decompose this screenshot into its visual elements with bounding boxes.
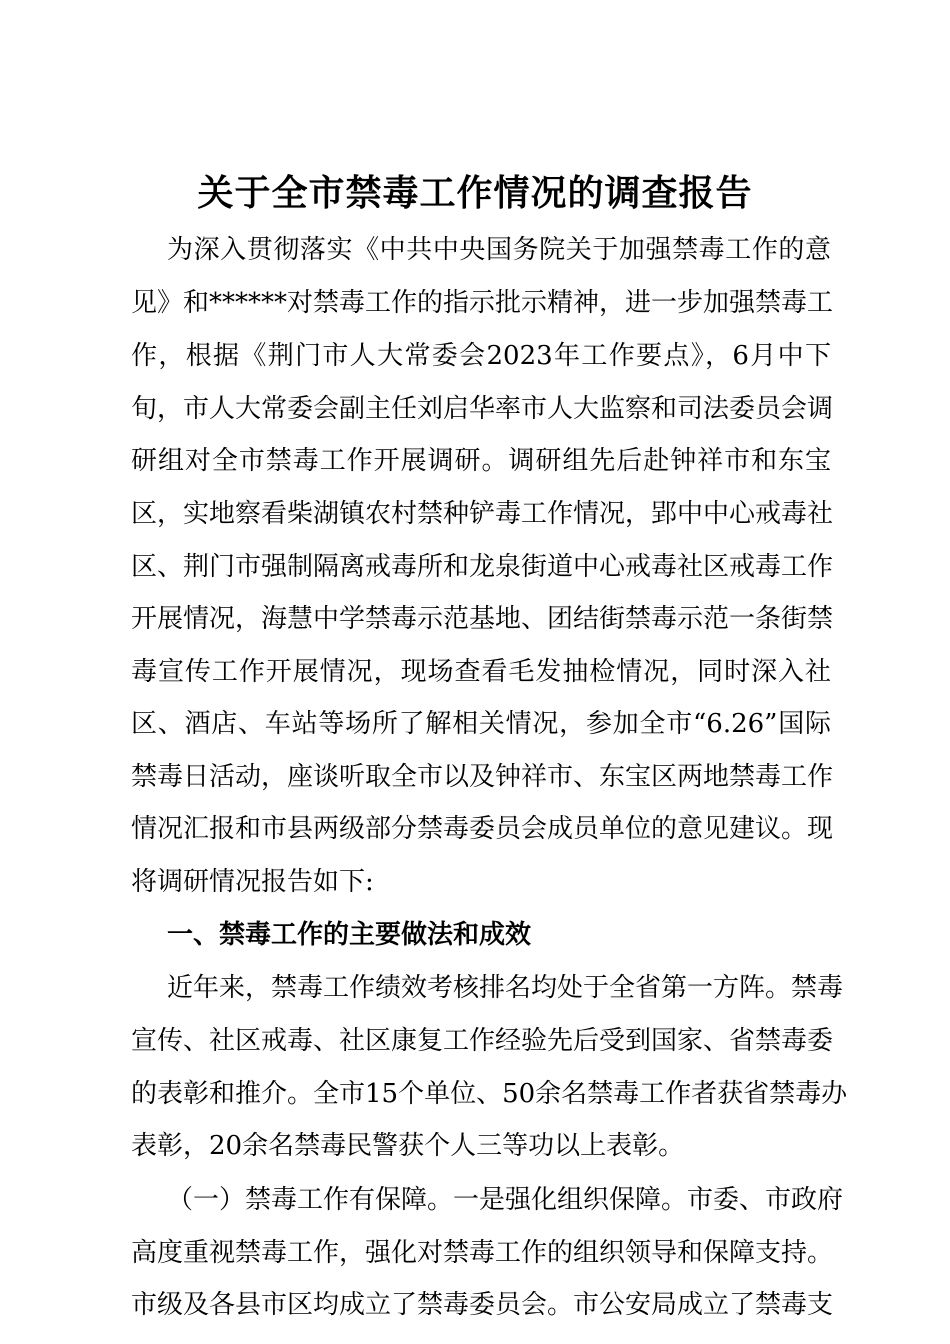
paragraph-line: 区、酒店、车站等场所了解相关情况，参加全市“6.26”国际 — [131, 709, 831, 739]
paragraph-line: 市级及各县市区均成立了禁毒委员会。市公安局成立了禁毒支 — [131, 1290, 834, 1320]
paragraph-line: 表彰，20余名禁毒民警获个人三等功以上表彰。 — [131, 1131, 685, 1161]
paragraph-line: 毒宣传工作开展情况，现场查看毛发抽检情况，同时深入社 — [131, 657, 831, 687]
paragraph-line: 近年来，禁毒工作绩效考核排名均处于全省第一方阵。禁毒 — [167, 973, 844, 1003]
paragraph-line: 禁毒日活动，座谈听取全市以及钟祥市、东宝区两地禁毒工作 — [131, 762, 834, 792]
paragraph-line: 作，根据《荆门市人大常委会2023年工作要点》，6月中下 — [131, 341, 831, 371]
paragraph-line: （一）禁毒工作有保障。一是强化组织保障。市委、市政府 — [167, 1185, 844, 1215]
paragraph-line: 将调研情况报告如下: — [131, 867, 374, 897]
paragraph-line: 区、荆门市强制隔离戒毒所和龙泉街道中心戒毒社区戒毒工作 — [131, 552, 834, 582]
paragraph-line: 旬，市人大常委会副主任刘启华率市人大监察和司法委员会调 — [131, 394, 834, 424]
paragraph-line: 开展情况，海慧中学禁毒示范基地、团结街禁毒示范一条街禁 — [131, 604, 834, 634]
paragraph-line: 高度重视禁毒工作，强化对禁毒工作的组织领导和保障支持。 — [131, 1238, 834, 1268]
paragraph-line: 区，实地察看柴湖镇农村禁种铲毒工作情况，郢中中心戒毒社 — [131, 499, 834, 529]
section-heading: 一、禁毒工作的主要做法和成效 — [167, 920, 532, 950]
paragraph-line: 宣传、社区戒毒、社区康复工作经验先后受到国家、省禁毒委 — [131, 1026, 834, 1056]
document-title: 关于全市禁毒工作情况的调查报告 — [197, 173, 753, 214]
paragraph-line: 情况汇报和市县两级部分禁毒委员会成员单位的意见建议。现 — [131, 814, 834, 844]
paragraph-line: 的表彰和推介。全市15个单位、50余名禁毒工作者获省禁毒办 — [131, 1079, 848, 1109]
paragraph-line: 研组对全市禁毒工作开展调研。调研组先后赴钟祥市和东宝 — [131, 446, 831, 476]
paragraph-line: 见》和******对禁毒工作的指示批示精神，进一步加强禁毒工 — [131, 288, 834, 318]
paragraph-line: 为深入贯彻落实《中共中央国务院关于加强禁毒工作的意 — [167, 235, 831, 265]
